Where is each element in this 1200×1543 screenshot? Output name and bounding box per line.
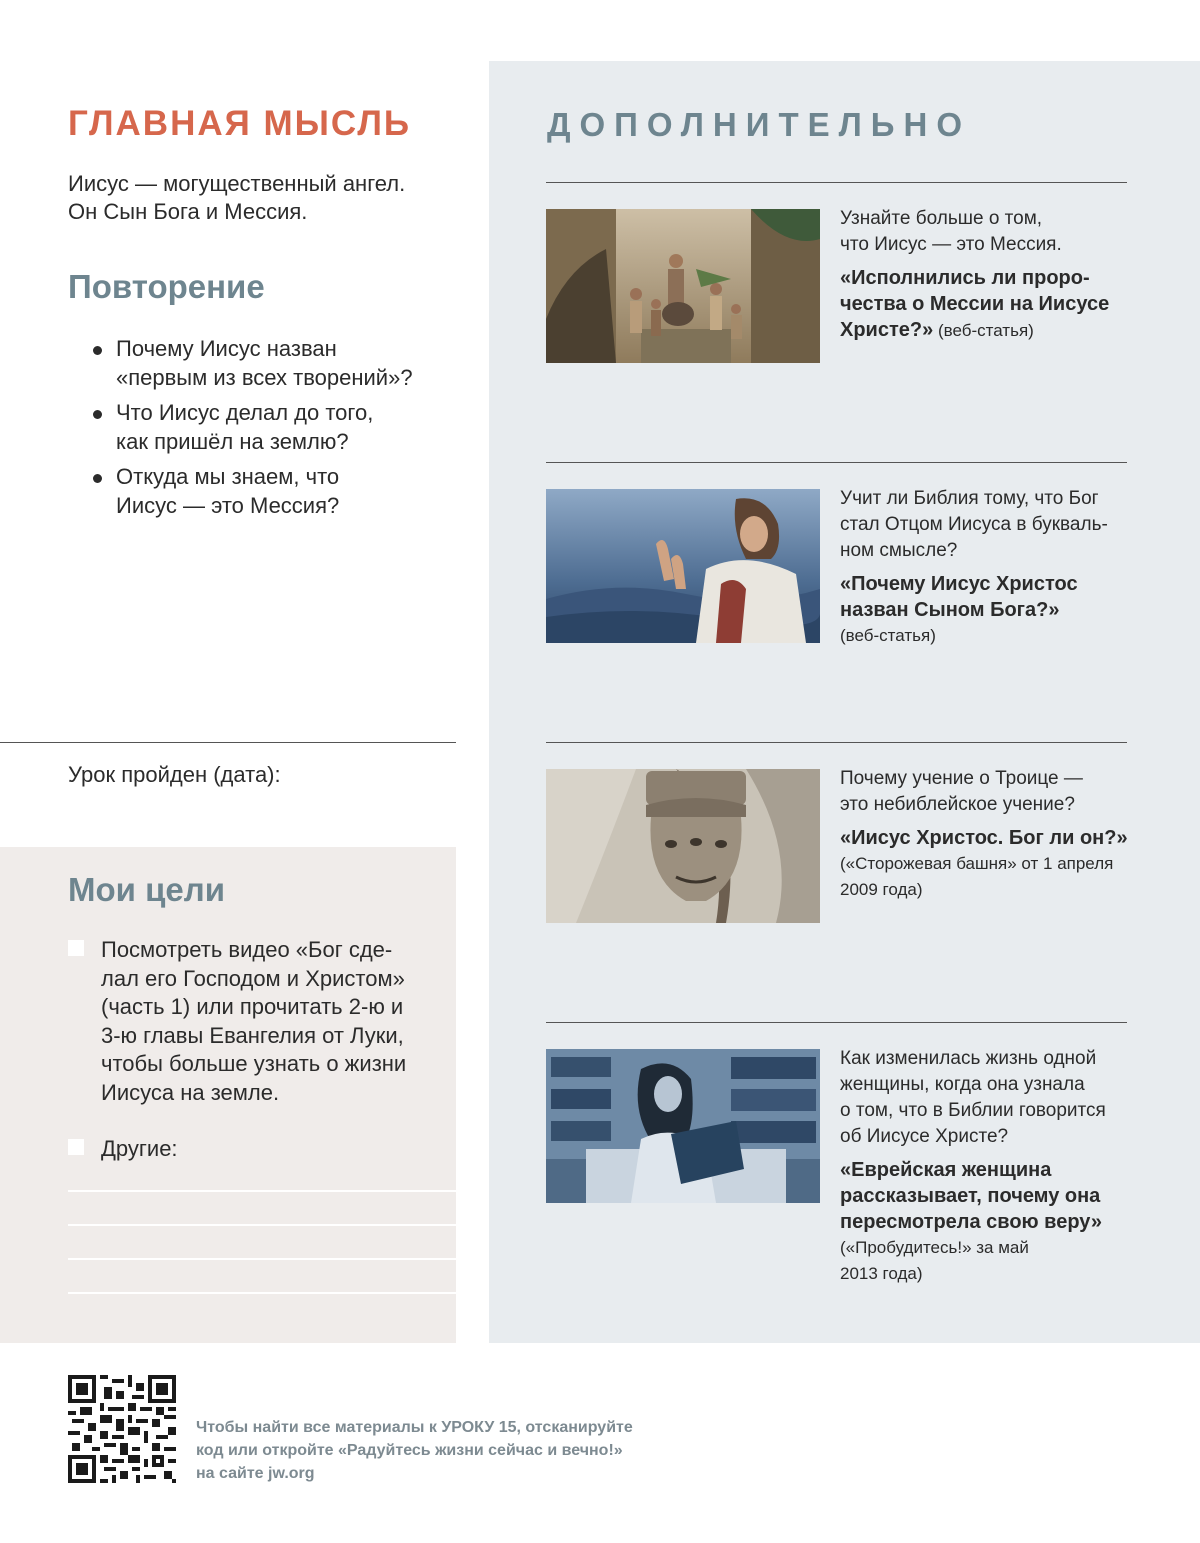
card-divider [546,742,1127,743]
footer-instructions [196,1416,633,1485]
card-source-line: (веб-статья) [840,626,936,645]
card-intro [840,1046,1130,1150]
card-image-messiah [546,209,820,363]
lesson-completed-date-label: Урок пройден (дата): [68,762,281,787]
card-text-jewish-woman [840,1046,1130,1287]
goal-item-other [68,1135,448,1164]
left-column [0,0,456,1343]
card-reference-link[interactable] [840,265,1130,344]
card-intro-line: что Иисус — это Мессия. [840,234,1062,255]
goals-title: Мои цели [68,871,225,908]
card-image-jewish-woman [546,1049,820,1203]
goal-line: лал его Господом и Христом» [101,965,405,991]
card-text-trinity [840,766,1130,903]
card-reference-link[interactable] [840,825,1130,851]
review-item [90,399,450,456]
card-source [840,1235,1130,1287]
card-divider [546,182,1127,183]
card-divider [546,1022,1127,1023]
divider [0,742,456,743]
qr-code-icon[interactable] [68,1375,176,1483]
card-intro [840,766,1130,818]
review-item-line: как пришёл на землю? [116,428,349,454]
main-thought-line: Он Сын Бога и Мессия. [68,199,308,224]
card-source-line: 2009 года) [840,880,923,899]
write-in-line[interactable] [68,1190,456,1192]
review-item-line: «первым из всех творений»? [116,364,413,390]
triumphal-entry-illustration [546,209,820,363]
goals-panel [0,847,456,1343]
card-source-line: («Пробудитесь!» за май [840,1238,1029,1257]
card-ref-line: чества о Мессии на Иисусе [840,293,1110,315]
card-source-line: («Сторожевая башня» от 1 апреля [840,854,1114,873]
card-intro-line: о том, что в Библии говорится [840,1100,1106,1121]
write-in-line[interactable] [68,1292,456,1294]
card-intro-line: Узнайте больше о том, [840,208,1043,229]
card-image-son-of-god [546,489,820,643]
goal-text: Другие: [101,1136,178,1161]
jesus-praying-illustration [546,489,820,643]
review-item-line: Почему Иисус назван [116,336,337,361]
card-intro [840,206,1130,258]
woman-reading-photo [546,1049,820,1203]
write-in-line[interactable] [68,1224,456,1226]
card-intro-line: женщины, когда она узнала [840,1074,1085,1095]
review-item [90,335,450,392]
goal-line: чтобы больше узнать о жизни [101,1051,407,1076]
extra-title: ДОПОЛНИТЕЛЬНО [547,106,971,143]
card-intro [840,486,1130,564]
goal-line: (часть 1) или прочитать 2-ю и [101,994,404,1019]
goal-text [101,936,448,1107]
card-reference-link[interactable] [840,571,1130,623]
card-ref-line: рассказывает, почему она [840,1185,1101,1207]
goal-line: 3-ю главы Евангелия от Луки, [101,1022,404,1048]
review-item [90,463,450,520]
card-ref-line: «Почему Иисус Христос [840,573,1078,595]
main-thought-line: Иисус — могущественный ангел. [68,171,406,196]
footer-line: код или откройте «Радуйтесь жизни сейчас и вечно!» [196,1442,623,1459]
card-intro-line: Учит ли Библия тому, что Бог [840,488,1099,509]
trinity-sculpture-photo [546,769,820,923]
card-ref-line: «Иисус Христос. Бог ли он?» [840,827,1128,849]
review-list [90,335,450,527]
card-reference-link[interactable] [840,1157,1130,1235]
main-thought-text [68,170,448,226]
card-source [840,623,1130,649]
card-ref-line: пересмотрела свою веру» [840,1211,1103,1233]
card-ref-line: Христе?» [840,319,934,341]
card-source [840,851,1130,903]
card-image-trinity [546,769,820,923]
checkbox-icon[interactable] [68,940,84,956]
card-source: (веб-статья) [933,321,1034,340]
checkbox-icon[interactable] [68,1139,84,1155]
review-item-line: Откуда мы знаем, что [116,464,340,489]
main-thought-title: ГЛАВНАЯ МЫСЛЬ [68,104,412,143]
card-ref-line: назван Сыном Бога?» [840,599,1060,621]
card-ref-line: «Еврейская женщина [840,1159,1052,1181]
footer-line: Чтобы найти все материалы к УРОКУ 15, отсканируйте [196,1419,633,1436]
review-item-line: Что Иисус делал до того, [116,400,374,425]
review-title: Повторение [68,268,265,305]
goal-item-video [68,936,448,1107]
card-intro-line: Почему учение о Троице — [840,768,1083,789]
review-item-line: Иисус — это Мессия? [116,492,340,518]
card-ref-line: «Исполнились ли проро- [840,267,1090,289]
card-intro-line: об Иисусе Христе? [840,1126,1009,1147]
card-divider [546,462,1127,463]
card-text-son-of-god [840,486,1130,649]
footer-line: на сайте jw.org [196,1465,315,1482]
card-intro-line: Как изменилась жизнь одной [840,1048,1097,1069]
write-in-line[interactable] [68,1258,456,1260]
card-text-messiah [840,206,1130,344]
card-intro-line: это небиблейское учение? [840,794,1075,815]
goal-line: Иисуса на земле. [101,1079,280,1105]
card-intro-line: стал Отцом Иисуса в букваль- [840,514,1108,535]
goal-line: Посмотреть видео «Бог сде- [101,937,393,962]
card-intro-line: ном смысле? [840,540,958,561]
card-source-line: 2013 года) [840,1264,923,1283]
